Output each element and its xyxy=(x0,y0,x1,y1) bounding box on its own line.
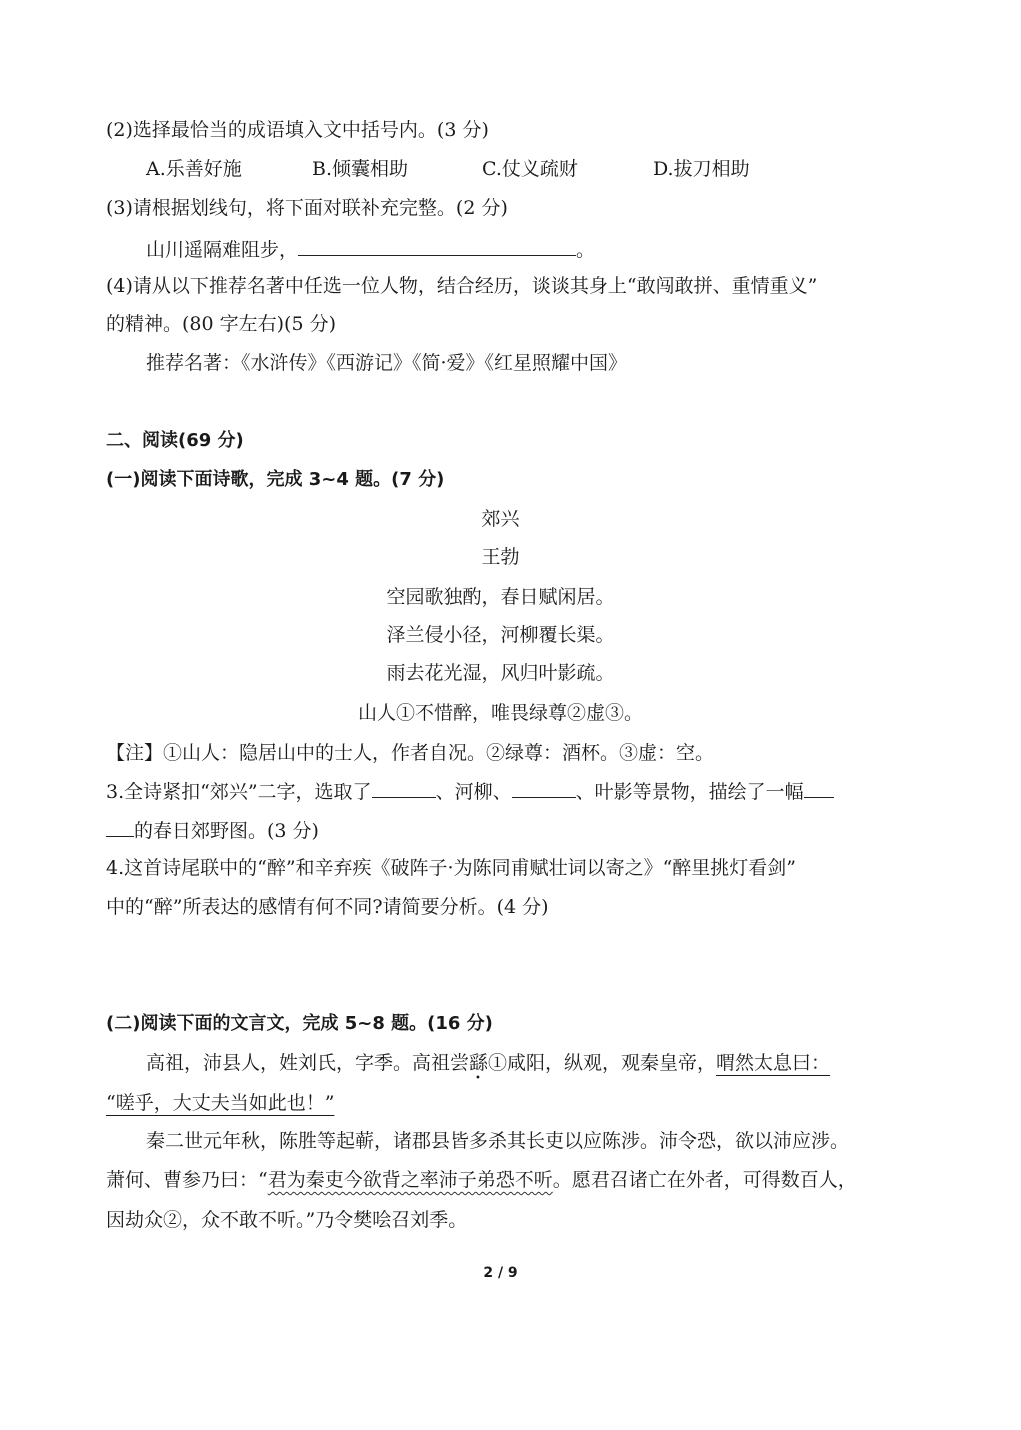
couplet-start: 山川遥隔难阻步， xyxy=(146,239,299,261)
classical-p2-line3: 因劫众②，众不敢不听。”乃令樊哙召刘季。 xyxy=(106,1209,468,1231)
q3-text-d: 的春日郊野图。(3 分) xyxy=(134,820,319,842)
underlined-sentence-1: 喟然太息曰： xyxy=(716,1052,831,1074)
underlined-sentence-2: “嗟乎，大丈夫当如此也！” xyxy=(106,1092,335,1114)
q2-prompt: (2)选择最恰当的成语填入文中括号内。(3 分) xyxy=(106,119,489,141)
q3-line2 xyxy=(106,816,319,844)
q3-text-b: 、河柳、 xyxy=(435,781,512,803)
poem-line-1: 空园歌独酌，春日赋闲居。 xyxy=(386,586,615,608)
q4-line1: 4.这首诗尾联中的“醉”和辛弃疾《破阵子·为陈同甫赋壮词以寄之》“醉里挑灯看剑” xyxy=(106,857,797,879)
poem-line-4: 山人①不惜醉，唯畏绿尊②虚③。 xyxy=(357,702,643,724)
classical-p2-line2 xyxy=(106,1167,857,1193)
q3-prompt: (3)请根据划线句，将下面对联补充完整。(2 分) xyxy=(106,197,508,219)
q3-line1 xyxy=(106,777,834,805)
p1-text-a: 高祖，沛县人，姓刘氏，字季。高祖尝 xyxy=(146,1052,470,1074)
couplet-end: 。 xyxy=(576,239,596,261)
couplet-line xyxy=(146,235,595,263)
option-d: D.拔刀相助 xyxy=(653,158,750,180)
q4-prompt-line1: (4)请从以下推荐名著中任选一位人物，结合经历，谈谈其身上“敢闯敢拼、重情重义” xyxy=(106,275,818,297)
q3-text-c: 、叶影等景物，描绘了一幅 xyxy=(575,781,804,803)
emphasis-char: 繇 xyxy=(469,1052,489,1074)
page-number: 2 / 9 xyxy=(483,1265,518,1281)
couplet-answer-blank xyxy=(298,235,576,256)
classical-section-title: (二)阅读下面的文言文，完成 5~8 题。(16 分) xyxy=(106,1013,493,1034)
poem-line-3: 雨去花光湿，风归叶影疏。 xyxy=(386,662,615,684)
answer-blank-3 xyxy=(804,777,834,798)
option-c: C.仗义疏财 xyxy=(482,158,578,180)
poem-note: 【注】①山人：隐居山中的士人，作者自况。②绿尊：酒杯。③虚：空。 xyxy=(106,742,715,764)
classical-p1-line2 xyxy=(106,1090,334,1116)
recommended-books: 推荐名著：《水浒传》《西游记》《简·爱》《红星照耀中国》 xyxy=(146,352,628,374)
option-a: A.乐善好施 xyxy=(146,158,242,180)
classical-p2-line1: 秦二世元年秋，陈胜等起蕲，诸郡县皆多杀其长吏以应陈涉。沛令恐，欲以沛应涉。 xyxy=(146,1130,850,1152)
q4-line2: 中的“醉”所表达的感情有何不同?请简要分析。(4 分) xyxy=(106,896,549,918)
poem-section-title: (一)阅读下面诗歌，完成 3~4 题。(7 分) xyxy=(106,469,445,490)
answer-blank-3-cont xyxy=(106,816,134,837)
p2-text-a: 萧何、曹参乃曰：“ xyxy=(106,1169,268,1191)
option-b: B.倾囊相助 xyxy=(312,158,409,180)
section-title: 二、阅读(69 分) xyxy=(106,430,244,451)
answer-blank-1 xyxy=(372,777,436,798)
poem-line-2: 泽兰侵小径，河柳覆长渠。 xyxy=(386,624,615,646)
poem-title: 郊兴 xyxy=(481,508,520,530)
wavy-underlined-sentence: 君为秦吏今欲背之率沛子弟恐不听 xyxy=(267,1169,553,1191)
answer-blank-2 xyxy=(512,777,576,798)
p2-text-b: 。愿君召诸亡在外者，可得数百人， xyxy=(552,1169,857,1191)
q3-text-a: 3.全诗紧扣“郊兴”二字，选取了 xyxy=(106,781,372,803)
p1-text-b: ①咸阳，纵观，观秦皇帝， xyxy=(488,1052,717,1074)
classical-p1-line1 xyxy=(146,1050,830,1076)
poem-author: 王勃 xyxy=(481,546,520,568)
q4-prompt-line2: 的精神。(80 字左右)(5 分) xyxy=(106,313,336,335)
